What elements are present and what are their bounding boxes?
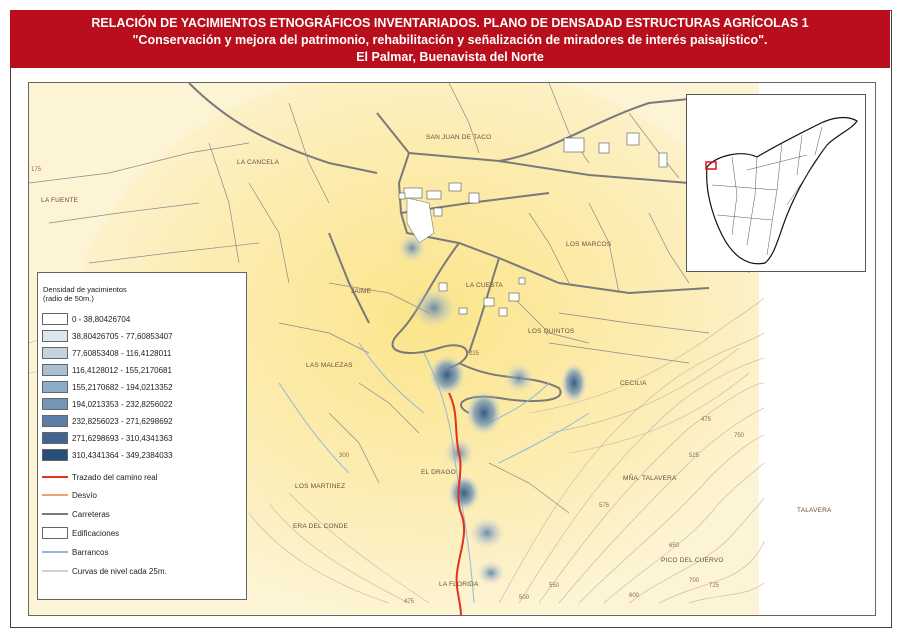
ravine-line-symbol — [42, 546, 68, 558]
place-el-drago: EL DRAGO — [421, 469, 456, 476]
title-line-2: "Conservación y mejora del patrimonio, rehabilitación y señalización de miradores de interés paisajístico". — [132, 33, 768, 47]
density-swatch — [42, 330, 68, 342]
place-los-martinez: LOS MARTINEZ — [295, 483, 346, 490]
place-jaime: JAIME — [351, 288, 372, 295]
map-title-banner — [10, 10, 890, 68]
legend-class-9 — [42, 449, 173, 461]
legend-class-label: 116,4128012 - 155,2170681 — [72, 365, 172, 375]
density-swatch — [42, 449, 68, 461]
legend-class-3 — [42, 347, 171, 359]
density-swatch — [42, 364, 68, 376]
place-la-cuesta: LA CUESTA — [466, 282, 504, 289]
legend-title-line-1: Densidad de yacimientos — [43, 285, 127, 294]
legend-class-1 — [42, 313, 130, 325]
legend-class-label: 232,8256023 - 271,6298692 — [72, 416, 173, 426]
density-swatch — [42, 313, 68, 325]
legend-desvio — [42, 489, 97, 501]
legend-class-6 — [42, 398, 173, 410]
legend-line-label: Carreteras — [72, 509, 110, 519]
density-swatch — [42, 398, 68, 410]
legend-line-label: Edificaciones — [72, 528, 120, 538]
legend-title-line-2: (radio de 50m.) — [43, 294, 94, 303]
place-talavera: TALAVERA — [797, 507, 832, 514]
contour-label: 475 — [404, 599, 415, 605]
legend-line-label: Desvío — [72, 490, 97, 500]
legend-class-label: 77,60853408 - 116,4128011 — [72, 348, 172, 358]
contour-label: 525 — [689, 453, 700, 459]
legend-class-label: 38,80426705 - 77,60853407 — [72, 331, 173, 341]
legend-class-label: 310,4341364 - 349,2384033 — [72, 450, 173, 460]
legend-barrancos — [42, 546, 108, 558]
contour-label: 725 — [709, 583, 720, 589]
legend-class-8 — [42, 432, 173, 444]
legend-curvas — [42, 565, 167, 577]
map-legend — [37, 272, 247, 600]
road-line-symbol — [42, 508, 68, 520]
contour-label: 225 — [469, 351, 480, 357]
contour-label: 575 — [599, 503, 610, 509]
contour-line-symbol — [42, 565, 68, 577]
legend-edificaciones — [42, 527, 119, 539]
place-cecilia: CECILIA — [620, 380, 647, 387]
legend-class-label: 155,2170682 - 194,0213352 — [72, 382, 173, 392]
density-swatch — [42, 347, 68, 359]
legend-camino — [42, 471, 158, 483]
legend-class-7 — [42, 415, 173, 427]
contour-label: 750 — [734, 433, 745, 439]
density-swatch — [42, 415, 68, 427]
building-symbol — [42, 527, 68, 539]
desvio-line-symbol — [42, 489, 68, 501]
camino-line-symbol — [42, 471, 68, 483]
place-la-cancela: LA CANCELA — [237, 159, 280, 166]
density-swatch — [42, 432, 68, 444]
place-la-fuente: LA FUENTE — [41, 197, 79, 204]
contour-label: 300 — [339, 453, 350, 459]
tenerife-outline — [687, 95, 865, 271]
place-la-florida: LA FLORIDA — [439, 581, 479, 588]
contour-label: 175 — [31, 167, 42, 173]
contour-label: 600 — [629, 593, 640, 599]
legend-class-5 — [42, 381, 173, 393]
place-los-quintos: LOS QUINTOS — [528, 328, 575, 335]
legend-class-label: 194,0213353 - 232,8256022 — [72, 399, 173, 409]
contour-label: 700 — [689, 578, 700, 584]
legend-line-label: Barrancos — [72, 547, 109, 557]
density-swatch — [42, 381, 68, 393]
place-los-marcos: LOS MARCOS — [566, 241, 612, 248]
contour-label: 650 — [669, 543, 680, 549]
place-mna-talavera: MÑA. TALAVERA — [623, 475, 677, 482]
legend-class-2 — [42, 330, 173, 342]
locator-inset-map — [686, 94, 866, 272]
legend-class-label: 0 - 38,80426704 — [72, 314, 131, 324]
legend-line-label: Trazado del camino real — [72, 472, 158, 482]
legend-title — [38, 273, 246, 303]
title-line-1: RELACIÓN DE YACIMIENTOS ETNOGRÁFICOS INVENTARIADOS. PLANO DE DENSADAD ESTRUCTURAS AGRÍCOLAS 1 — [91, 16, 809, 30]
contour-label: 550 — [549, 583, 560, 589]
legend-carreteras — [42, 508, 110, 520]
place-las-malezas: LAS MALEZAS — [306, 362, 353, 369]
legend-class-label: 271,6298693 - 310,4341363 — [72, 433, 173, 443]
place-era-del-conde: ERA DEL CONDE — [293, 523, 349, 530]
legend-line-label: Curvas de nivel cada 25m. — [72, 566, 167, 576]
place-san-juan: SAN JUAN DE TACO — [426, 134, 492, 141]
title-line-3: El Palmar, Buenavista del Norte — [356, 50, 544, 64]
legend-class-4 — [42, 364, 172, 376]
contour-label: 500 — [519, 595, 530, 601]
contour-label: 475 — [701, 417, 712, 423]
place-pico-del-cuervo: PICO DEL CUERVO — [661, 557, 724, 564]
